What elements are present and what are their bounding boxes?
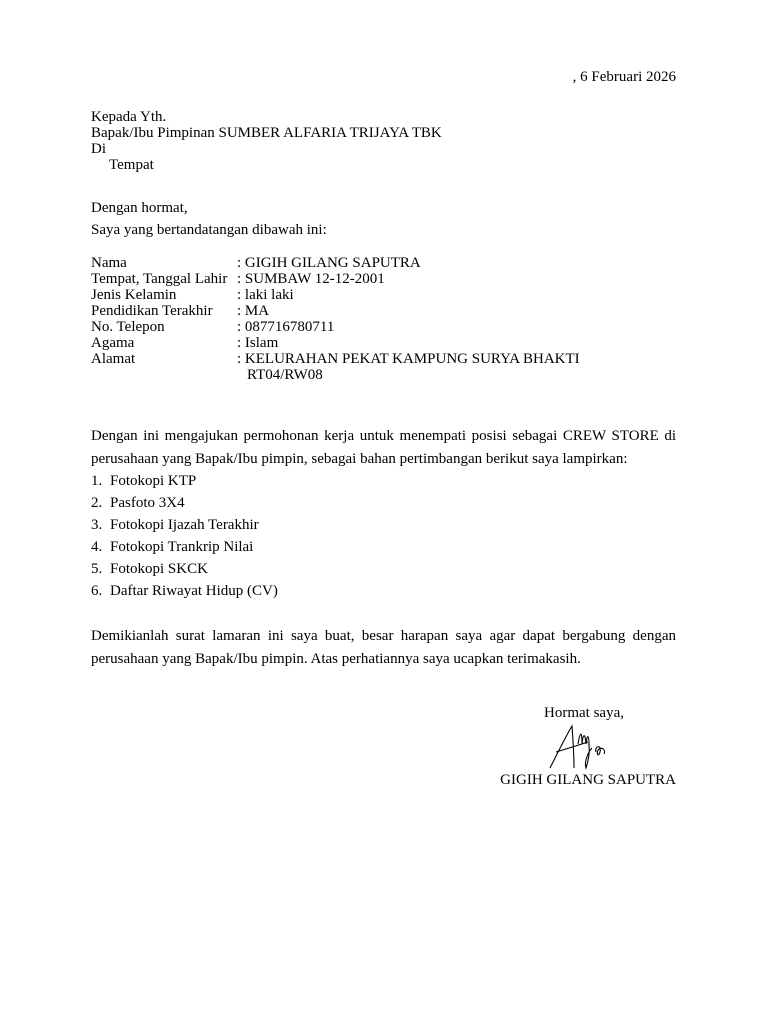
- identity-value: : SUMBAW 12-12-2001: [237, 271, 385, 287]
- identity-value: : Islam: [237, 335, 279, 351]
- greeting-text: Dengan hormat,: [91, 200, 188, 216]
- list-number: 1.: [91, 473, 103, 489]
- recipient-place: Tempat: [109, 157, 154, 173]
- list-number: 6.: [91, 583, 103, 599]
- attachment-list: [91, 470, 278, 602]
- list-item: [91, 558, 278, 580]
- recipient-block: [91, 109, 442, 173]
- closing-paragraph: [91, 625, 676, 671]
- letter-date: , 6 Februari 2026: [572, 69, 676, 85]
- list-number: 5.: [91, 561, 103, 577]
- closing-salutation: Hormat saya,: [544, 705, 624, 721]
- list-item: [91, 536, 278, 558]
- greeting-block: [91, 200, 327, 244]
- list-text: Fotokopi KTP: [110, 473, 197, 489]
- identity-value: : laki laki: [237, 287, 294, 303]
- paragraph2-line1: Demikianlah surat lamaran ini saya buat, besar harapan saya agar dapat bergabung dengan: [91, 628, 676, 644]
- identity-row: [91, 287, 580, 303]
- list-item: [91, 492, 278, 514]
- identity-label: Nama: [91, 255, 127, 271]
- recipient-salutation: Kepada Yth.: [91, 109, 167, 125]
- identity-label: Tempat, Tanggal Lahir: [91, 271, 228, 287]
- identity-row: [91, 303, 580, 319]
- intro-text: Saya yang bertandatangan dibawah ini:: [91, 222, 327, 238]
- list-number: 2.: [91, 495, 103, 511]
- identity-label: Agama: [91, 335, 135, 351]
- identity-row: [91, 255, 580, 271]
- recipient-name: Bapak/Ibu Pimpinan SUMBER ALFARIA TRIJAYA TBK: [91, 125, 442, 141]
- identity-row: [91, 335, 580, 351]
- list-number: 4.: [91, 539, 103, 555]
- signature-image: [544, 722, 634, 772]
- address-continuation: RT04/RW08: [247, 367, 323, 383]
- list-item: [91, 580, 278, 602]
- identity-label: Jenis Kelamin: [91, 287, 177, 303]
- list-text: Fotokopi Trankrip Nilai: [110, 539, 254, 555]
- application-paragraph: [91, 425, 676, 471]
- identity-value: : MA: [237, 303, 270, 319]
- identity-row: [91, 319, 580, 335]
- recipient-at: Di: [91, 141, 106, 157]
- identity-label: No. Telepon: [91, 319, 165, 335]
- identity-value: : GIGIH GILANG SAPUTRA: [237, 255, 421, 271]
- paragraph1-line2: perusahaan yang Bapak/Ibu pimpin, sebagai bahan pertimbangan berikut saya lampirkan:: [91, 451, 628, 467]
- paragraph1-line1: Dengan ini mengajukan permohonan kerja untuk menempati posisi sebagai CREW STORE di: [91, 428, 676, 444]
- list-text: Daftar Riwayat Hidup (CV): [110, 583, 278, 599]
- identity-table: [91, 255, 580, 383]
- identity-value: : 087716780711: [237, 319, 335, 335]
- identity-value: : KELURAHAN PEKAT KAMPUNG SURYA BHAKTI: [237, 351, 580, 367]
- identity-label: Alamat: [91, 351, 136, 367]
- paragraph2-line2: perusahaan yang Bapak/Ibu pimpin. Atas perhatiannya saya ucapkan terimakasih.: [91, 651, 581, 667]
- identity-row: [91, 351, 580, 367]
- list-item: [91, 470, 278, 492]
- list-text: Fotokopi SKCK: [110, 561, 208, 577]
- signer-name: GIGIH GILANG SAPUTRA: [500, 772, 676, 788]
- list-text: Fotokopi Ijazah Terakhir: [110, 517, 259, 533]
- list-number: 3.: [91, 517, 103, 533]
- identity-row-continuation: [91, 367, 580, 383]
- list-item: [91, 514, 278, 536]
- identity-row: [91, 271, 580, 287]
- identity-label: Pendidikan Terakhir: [91, 303, 213, 319]
- list-text: Pasfoto 3X4: [110, 495, 185, 511]
